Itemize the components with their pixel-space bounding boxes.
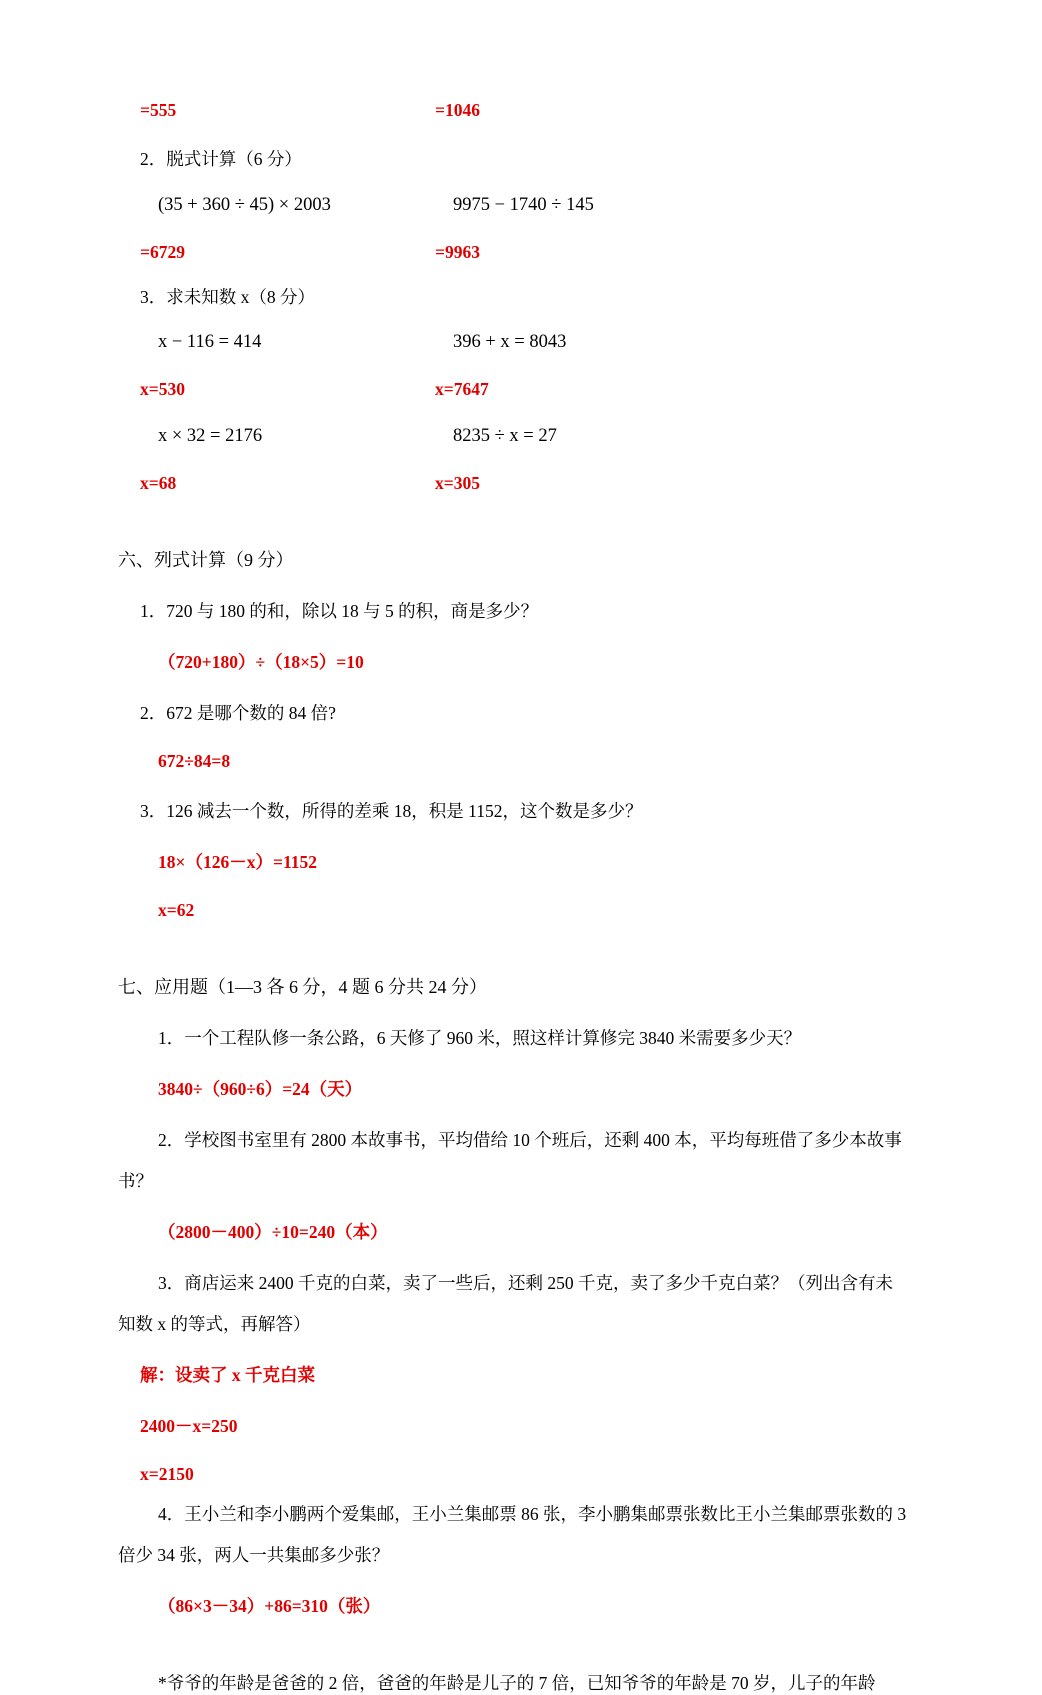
- section-seven-a1: 3840÷（960÷6）=24（天）: [158, 1079, 363, 1099]
- section-seven-q2: 2．学校图书室里有 2800 本故事书，平均借给 10 个班后，还剩 400 本，平均每班借了多少本故事: [158, 1130, 902, 1150]
- item3-expressions-row1: [118, 332, 924, 353]
- section-six-q3: 3．126 减去一个数，所得的差乘 18，积是 1152，这个数是多少？: [140, 801, 643, 821]
- top-answer-row: [118, 100, 924, 121]
- item2-expressions: [118, 195, 924, 216]
- item3-answer-a: x=530: [140, 379, 185, 399]
- section-seven-q1: 1．一个工程队修一条公路，6 天修了 960 米，照这样计算修完 3840 米需要多少天？: [158, 1028, 802, 1048]
- section-six-a1: （720+180）÷（18×5）=10: [158, 652, 364, 672]
- section-seven-a4: （86×3－34）+86=310（张）: [158, 1596, 381, 1616]
- item3-answer-d: x=305: [435, 473, 480, 493]
- item3-answer-b: x=7647: [435, 379, 489, 399]
- section-seven-q2-line2: 书？: [118, 1171, 153, 1191]
- footer-note: *爷爷的年龄是爸爸的 2 倍，爸爸的年龄是儿子的 7 倍，已知爷爷的年龄是 70 岁，儿子的年龄: [158, 1673, 876, 1693]
- section-seven-q3: 3．商店运来 2400 千克的白菜，卖了一些后，还剩 250 千克，卖了多少千克白菜？（列出含有未: [158, 1273, 893, 1293]
- item3-expr-a: x − 116 = 414: [158, 332, 262, 352]
- section-seven-a3c: x=2150: [140, 1464, 194, 1484]
- top-answer-right: =1046: [435, 100, 480, 120]
- item3-expr-d: 8235 ÷ x = 27: [453, 426, 557, 446]
- item2-expr-left: (35 + 360 ÷ 45) × 2003: [158, 194, 331, 215]
- section-six-q2: 2．672 是哪个数的 84 倍?: [140, 703, 336, 723]
- item2-answer-left: =6729: [140, 241, 185, 262]
- section-seven-a3: 解：设卖了 x 千克白菜: [140, 1365, 315, 1385]
- item2-answer-right: =9963: [435, 241, 480, 262]
- item3-answer-c: x=68: [140, 473, 177, 493]
- section-seven-q3-line2: 知数 x 的等式，再解答）: [118, 1314, 311, 1334]
- section-seven-a3b: 2400－x=250: [140, 1416, 238, 1436]
- item3-answers-row2: [118, 473, 924, 494]
- item3-expressions-row2: [118, 426, 924, 447]
- section-six-a2: 672÷84=8: [158, 751, 231, 771]
- top-answer-left: =555: [140, 100, 177, 120]
- section-seven-q4: 4．王小兰和李小鹏两个爱集邮，王小兰集邮票 86 张，李小鹏集邮票张数比王小兰集邮票张数的 3: [158, 1504, 907, 1524]
- section-six-title: 六、列式计算（9 分）: [118, 550, 294, 570]
- section-seven-q4-line2: 倍少 34 张，两人一共集邮多少张？: [118, 1545, 390, 1565]
- section-six-q1: 1．720 与 180 的和，除以 18 与 5 的积，商是多少？: [140, 601, 539, 621]
- section-six-a3b: x=62: [158, 900, 195, 920]
- section-seven-a2: （2800－400）÷10=240（本）: [158, 1222, 388, 1242]
- section-seven-title: 七、应用题（1—3 各 6 分，4 题 6 分共 24 分）: [118, 977, 487, 997]
- item3-answers-row1: [118, 379, 924, 400]
- section-six-a3: 18×（126－x）=1152: [158, 852, 317, 872]
- item3-expr-b: 396 + x = 8043: [453, 332, 567, 352]
- item3-expr-c: x × 32 = 2176: [158, 426, 263, 446]
- item2-expr-right: 9975 − 1740 ÷ 145: [453, 194, 594, 215]
- item3-label: 3．求未知数 x（8 分）: [140, 286, 315, 307]
- item2-answers: [118, 242, 924, 263]
- item2-label: 2．脱式计算（6 分）: [140, 149, 302, 169]
